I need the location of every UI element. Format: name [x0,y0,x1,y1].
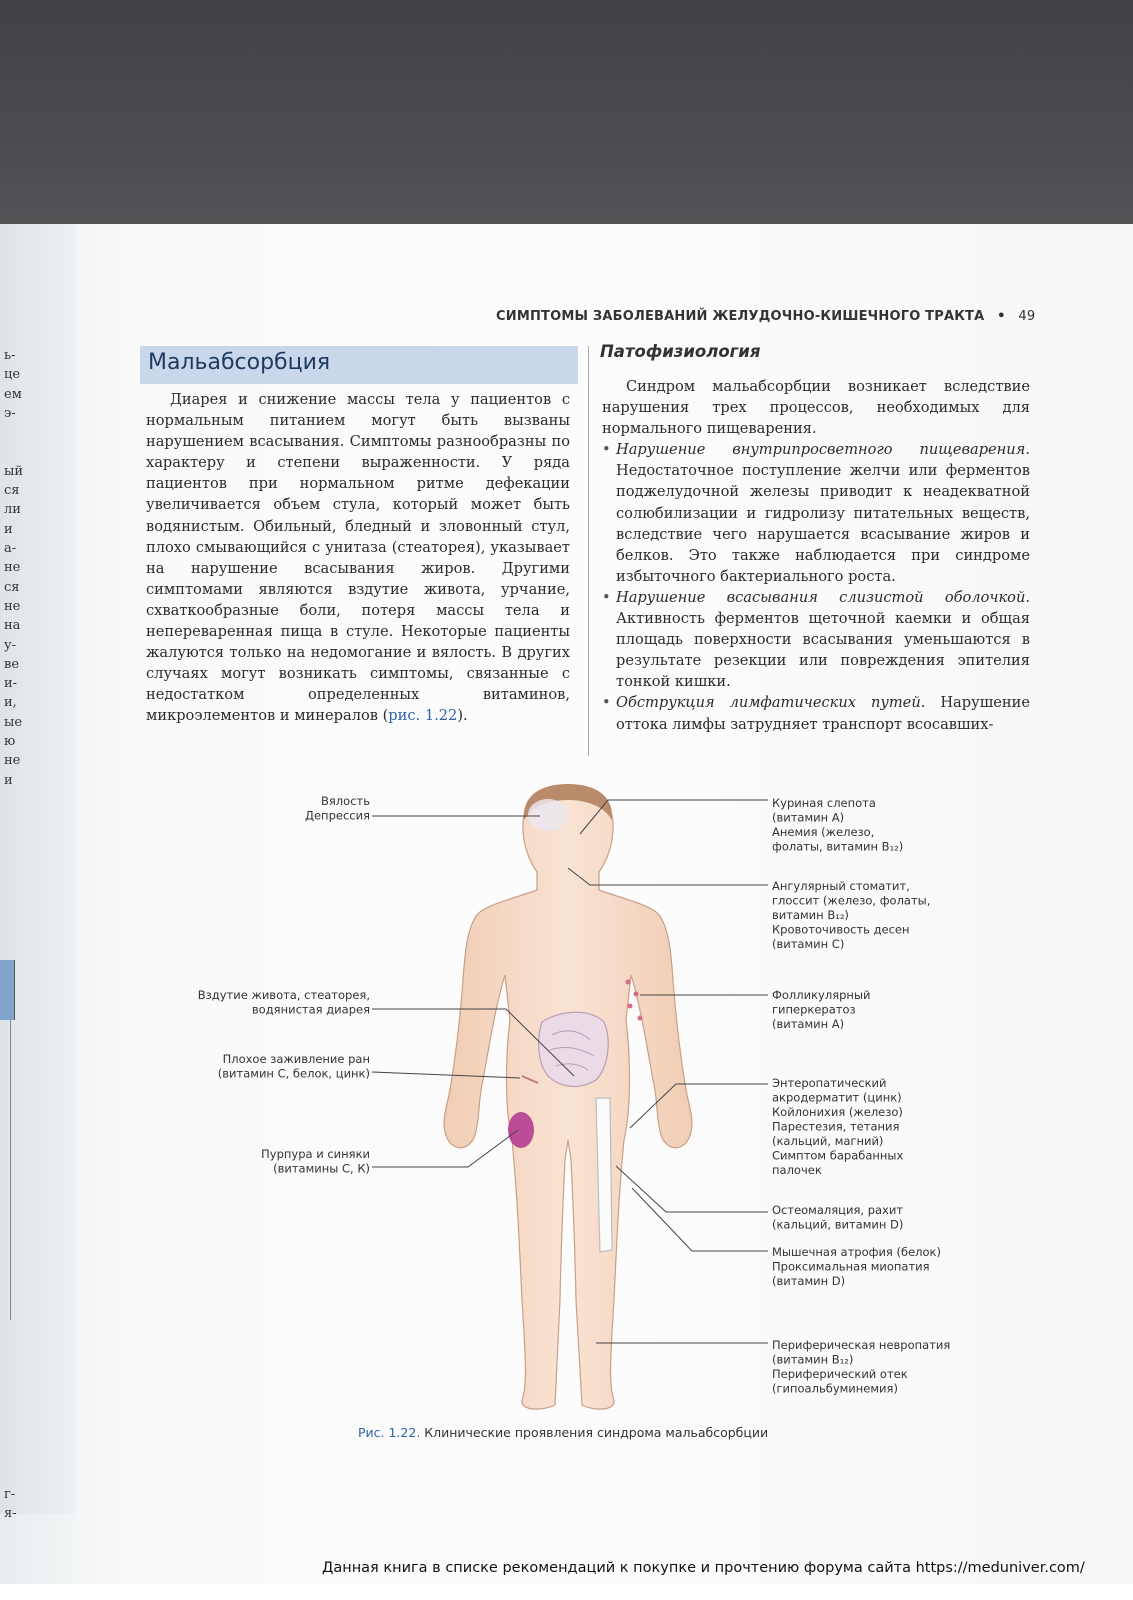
margin-fragment: це [4,367,21,383]
callout-label: Мышечная атрофия (белок) [772,1245,941,1259]
callout-label: Периферический отек [772,1367,908,1381]
margin-fragment: и [4,521,13,537]
callout-label: Симптом барабанных [772,1148,904,1163]
margin-fragment: не [4,560,21,576]
margin-fragment: ый [4,463,24,479]
leader-line [630,1084,768,1128]
callout-label: Куриная слепота [772,796,876,810]
callout-label: Кровоточивость десен [772,922,910,937]
margin-fragment: г- [4,1486,16,1502]
margin-fragment: ю [4,734,16,749]
callout-label: Пурпура и синяки [261,1147,370,1161]
margin-fragment: ся [4,483,20,499]
callout-label: Вялость [321,794,370,808]
leader-line [632,1188,768,1251]
body-silhouette [444,790,692,1409]
leader-line [372,1072,520,1078]
callout-label: (витамин А) [772,810,845,825]
callout-label: (кальций, витамин D) [772,1217,904,1232]
callout-label: Депрессия [305,808,370,823]
callout-label: (витамин С) [772,937,845,951]
list-item-text: Нарушение оттока лимфы затрудняет транспорт всосавших- [616,694,1030,733]
callout-label: Анемия (железо, [772,825,875,839]
purpura-patch [508,1112,534,1148]
callout-label: Проксимальная миопатия [772,1259,930,1274]
callout-label: водянистая диарея [251,1002,370,1017]
margin-fragment: на [4,618,21,634]
margin-fragment: не [4,598,21,614]
list-item-term: Обструкция лимфатических путей. [616,694,926,712]
margin-fragment: ли [4,502,21,518]
rash-dot [634,992,639,997]
margin-fragment: у- [4,637,17,653]
callout-label: Фолликулярный [772,988,871,1002]
rash-dot [638,1016,643,1021]
rash-dot [628,1004,633,1009]
margin-fragment: ем [4,386,22,402]
margin-fragment: ые [4,714,23,730]
list-item-term: Нарушение всасывания слизистой оболочкой. [616,588,1030,606]
leader-line [372,1130,518,1167]
callout-label: Периферическая невропатия [772,1338,951,1352]
callout-label: гиперкератоз [772,1002,856,1017]
margin-fragment: и [4,772,13,788]
page-number: 49 [1018,309,1036,324]
callout-label: глоссит (железо, фолаты, [772,893,931,908]
figure-caption [358,1425,768,1440]
margin-fragment: не [4,753,21,769]
margin-fragment: я- [4,1506,17,1521]
human-body-illustration [444,784,692,1409]
brain-highlight [528,799,568,831]
callout-label: Парестезия, тетания [772,1119,900,1134]
list-item-term: Нарушение внутрипросветного пищеварения. [616,441,1030,459]
callout-label: (кальций, магний) [772,1134,884,1148]
paragraph-end: ). [457,707,468,725]
margin-fragment: а- [4,541,17,556]
callout-label: (витамины С, К) [273,1161,370,1176]
margin-fragment: и- [4,676,18,692]
callout-label: фолаты, витамин B₁₂) [772,839,904,854]
callout-label: (витамин А) [772,1017,845,1031]
subsection-title: Патофизиология [600,342,761,361]
callout-label: витамин B₁₂) [772,908,849,922]
leader-line [616,1166,768,1212]
callout-label: акродерматит (цинк) [772,1090,902,1105]
callout-label: Койлонихия (железо) [772,1105,903,1119]
list-item-text: Активность ферментов щеточной каемки и общая площадь поверхности всасывания уменьшаются в результате резекции или повреждения эпителия тонкой кишки. [616,610,1030,691]
callout-label: (витамин С, белок, цинк) [217,1066,370,1081]
left-callouts [198,794,370,1176]
margin-fragment: э- [4,405,16,421]
pathophysiology-intro: Синдром мальабсорбции возникает вследствие нарушения трех процессов, необходимых для нормального пищеварения. [602,378,1030,438]
rash-dot [626,980,631,985]
paragraph-text: Диарея и снижение массы тела у пациентов с нормальным питанием могут быть вызваны нарушением всасывания. Симптомы разнообразны по характеру и степени выраженности. У ряда пациентов при нормальном ритме дефекации увеличивается объем стула, который может быть водянистым. Обильный, бледный и зловонный стул, плохо смывающийся с унитаза (стеаторея), указывает на нарушение всасывания жиров. Другими симптомами являются вздутие живота, урчание, схваткообразные боли, потеря массы тела и непереваренная пища в стуле. Некоторые пациенты жалуются только на недомогание и вялость. В других случаях могут возникать симптомы, связанные с недостатком определенных витаминов, микроэлементов и минералов ( [146,391,570,725]
callout-label: (витамин D) [772,1274,846,1288]
callout-label: Энтеропатический [772,1076,887,1090]
running-head-separator: • [997,309,1006,324]
margin-fragment: ся [4,579,20,595]
right-callouts [772,796,950,1396]
margin-fragment: и, [4,695,17,711]
running-head-title: СИМПТОМЫ ЗАБОЛЕВАНИЙ ЖЕЛУДОЧНО-КИШЕЧНОГО ТРАКТА [496,309,985,324]
callout-label: Остеомаляция, рахит [772,1203,904,1217]
callout-label: (витамин B₁₂) [772,1352,854,1367]
list-item-text: Недостаточное поступление желчи или ферментов поджелудочной железы приводит к неадекватной солюбилизации и гидролизу питательных веществ, вследствие чего нарушается всасывание жиров и белков. Это также наблюдается при синдроме избыточного бактериального роста. [616,462,1030,585]
callout-label: палочек [772,1163,822,1177]
figure-caption-number: Рис. 1.22. [358,1425,421,1440]
margin-fragment: ь- [4,348,16,363]
margin-fragment: ве [4,656,20,672]
site-footer-note: Данная книга в списке рекомендаций к покупке и прочтению форума сайта https://meduniver.com/ [322,1560,1085,1576]
figure-reference-link[interactable]: рис. 1.22 [388,707,458,725]
section-title: Мальабсорбция [148,350,331,375]
callout-label: Плохое заживление ран [222,1052,370,1066]
callout-label: (гипоальбуминемия) [772,1381,898,1396]
callout-label: Вздутие живота, стеаторея, [197,988,370,1002]
figure-caption-text: Клинические проявления синдрома мальабсорбции [420,1425,769,1440]
callout-label: Ангулярный стоматит, [772,879,910,893]
